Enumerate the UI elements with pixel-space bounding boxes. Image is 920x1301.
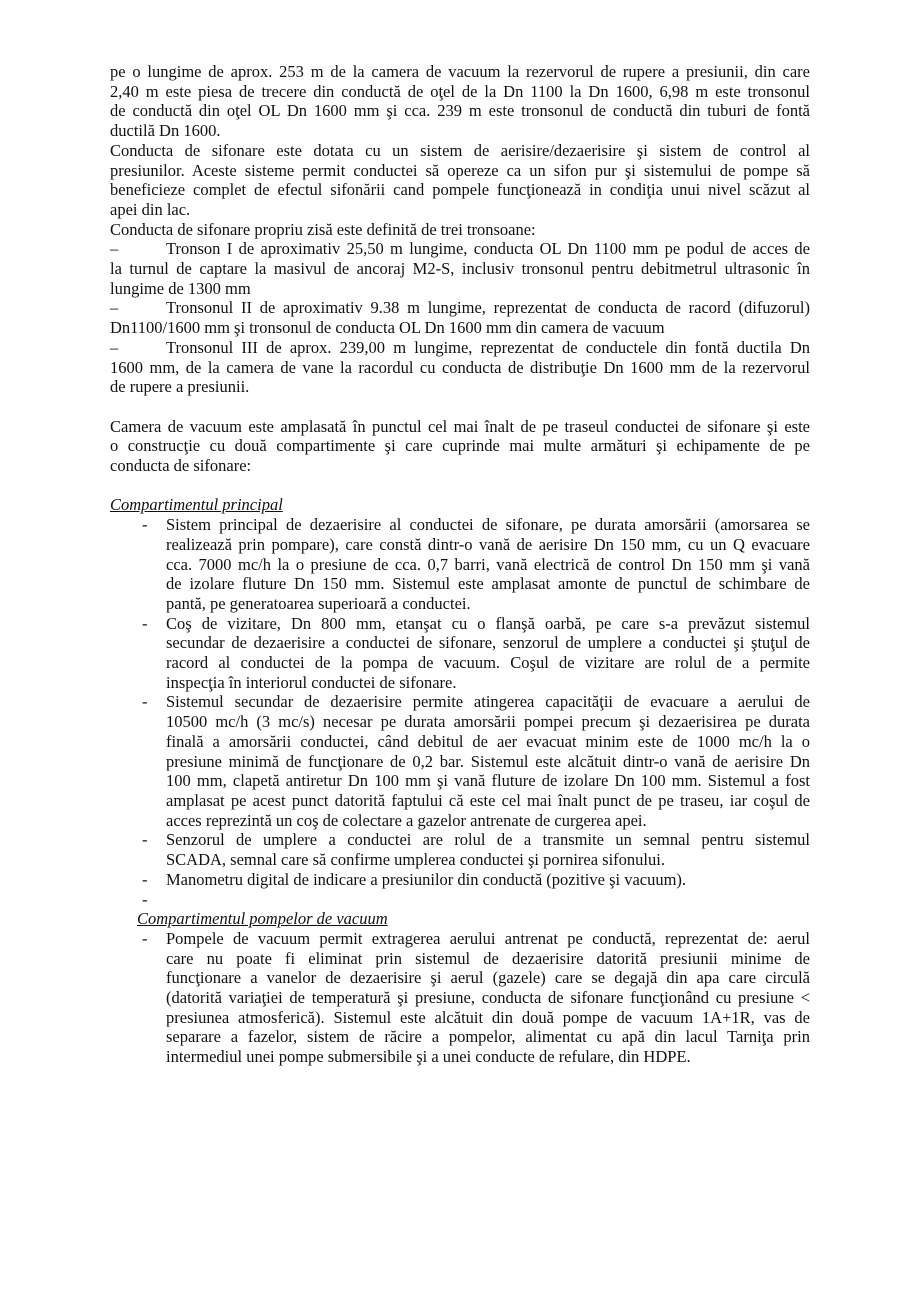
paragraph	[110, 417, 810, 476]
paragraph	[110, 62, 810, 141]
text-line: conducta de sifonare:	[110, 456, 252, 476]
text-line: Tronsonul II de aproximativ 9.38 m lungime, reprezentat de conducta de racord (difuzorul)	[166, 298, 810, 318]
dash-list-item	[110, 338, 810, 397]
list-marker: -	[142, 889, 148, 909]
text-line: realizează prin pompare), care constă dintr-o vană de aerisire Dn 150 mm, cu un Q evacuare	[166, 534, 810, 554]
text-line: Camera de vacuum este amplasată în punctul cel mai înalt de pe traseul conductei de sifonare şi este	[110, 416, 810, 436]
text-line: Manometru digital de indicare a presiunilor din conductă (pozitive şi vacuum).	[166, 869, 687, 889]
text-line: racord al conductei de la pompa de vacuum. Coşul de vizitare are rolul de a permite	[166, 653, 810, 673]
text-line: apei din lac.	[110, 199, 191, 219]
text-line: 100 mm, clapetă antiretur Dn 100 mm şi vană fluture de izolare Dn 100 mm. Sistemul a fost	[166, 771, 810, 791]
text-line: amplasat pe acest punct datorită faptului că este cel mai înalt punct de pe traseu, iar coşul de	[166, 790, 810, 810]
text-line: Conducta de sifonare propriu zisă este definită de trei tronsoane:	[110, 219, 536, 239]
text-line: pantă, pe generatoarea superioară a conductei.	[166, 593, 471, 613]
text-line: acces reprezintă un coş de colectare a gazelor antrenate de curgerea apei.	[166, 810, 647, 830]
list-marker: -	[142, 613, 148, 633]
paragraph	[110, 220, 810, 240]
text-line: separare a fazelor, sistem de răcire a pompelor, alimentat cu apă din lacul Tarniţa prin	[166, 1027, 810, 1047]
list-marker: -	[142, 515, 148, 535]
text-line: Coş de vizitare, Dn 800 mm, etanşat cu o flanşă oarbă, pe care s-a prevăzut sistemul	[166, 613, 810, 633]
text-line: o construcţie cu două compartimente şi care cuprinde mai multe armături şi echipamente de pe	[110, 436, 810, 456]
text-line: de rupere a presiunii.	[110, 377, 250, 397]
text-line: SCADA, semnal care să confirme umplerea conductei şi pornirea sifonului.	[166, 850, 665, 870]
list-marker: -	[142, 928, 148, 948]
text-line: inspecţia în interiorul conductei de sifonare.	[166, 672, 457, 692]
dash-list-item	[110, 239, 810, 298]
list-marker: –	[110, 337, 119, 357]
list-marker: –	[110, 239, 119, 259]
list-marker: -	[142, 830, 148, 850]
bullet-list-item	[110, 870, 810, 890]
text-line: cca. 7000 mc/h la o presiune de cca. 0,7 barri, vană electrică de control Dn 150 mm şi vană	[166, 554, 810, 574]
text-line: Sistem principal de dezaerisire al conductei de sifonare, pe durata amorsării (amorsarea se	[166, 515, 810, 535]
text-line: presiunea atmosferică). Sistemul este alcătuit din două pompe de vacuum 1A+1R, vas de	[166, 1007, 810, 1027]
blank-line	[110, 476, 810, 496]
text-line: Tronson I de aproximativ 25,50 m lungime, conducta OL Dn 1100 mm pe podul de acces de	[166, 239, 810, 259]
text-line: secundar de dezaerisire a conductei de sifonare, senzorul de umplere a conductei şi ştuţul de	[166, 633, 810, 653]
bullet-list-item	[110, 515, 810, 614]
bullet-list-item	[110, 890, 810, 910]
text-line: Pompele de vacuum permit extragerea aerului antrenat pe conductă, reprezentat de: aerul	[166, 928, 810, 948]
section-heading: Compartimentul pompelor de vacuum	[137, 909, 388, 929]
text-line: 1600 mm, de la camera de vane la racordul cu conducta de distribuţie Dn 1600 mm de la rezervorul	[110, 357, 810, 377]
text-line: presiune minimă de funcţionare de 0,2 bar. Sistemul este alcătuit dintr-o vană de aerisire Dn	[166, 751, 810, 771]
text-line: ductilă Dn 1600.	[110, 121, 221, 141]
text-line: 10500 mc/h (3 mc/s) necesar pe durata amorsării pompei precum şi dezaerisirea pe durata	[166, 712, 810, 732]
text-line	[166, 890, 810, 910]
text-line: de izolare fluture Dn 150 mm. Sistemul este amplasat amonte de punctul de schimbare de	[166, 574, 810, 594]
text-line: Senzorul de umplere a conductei are rolul de a transmite un semnal pentru sistemul	[166, 830, 810, 850]
text-line: Dn1100/1600 mm şi tronsonul de conducta OL Dn 1600 mm din camera de vacuum	[110, 318, 665, 338]
text-line: lungime de 1300 mm	[110, 278, 251, 298]
document-body	[110, 62, 810, 1067]
text-line: (datorită variaţiei de temperatură şi presiune, conducta de sifonare funcţionând cu presiune <	[166, 988, 810, 1008]
bullet-list-item	[110, 830, 810, 869]
text-line: la turnul de captare la masivul de ancoraj M2-S, inclusiv tronsonul pentru debitmetrul ultrasonic în	[110, 259, 810, 279]
text-line: Tronsonul III de aprox. 239,00 m lungime, reprezentat de conductele din fontă ductila Dn	[166, 337, 810, 357]
paragraph	[110, 141, 810, 220]
list-marker: -	[142, 869, 148, 889]
text-line: 2,40 m este piesa de trecere din conductă de oţel de la Dn 1100 la Dn 1600, 6,98 m este tronsonul	[110, 81, 810, 101]
list-marker: –	[110, 298, 119, 318]
text-line: pe o lungime de aprox. 253 m de la camera de vacuum la rezervorul de rupere a presiunii, din care	[110, 62, 810, 81]
text-line: finală a amorsării conductei, când debitul de aer evacuat minim este de 1000 mc/h la o	[166, 731, 810, 751]
bullet-list-item	[110, 929, 810, 1067]
bullet-list-item	[110, 614, 810, 693]
blank-line	[110, 397, 810, 417]
text-line: presiunilor. Aceste sisteme permit conductei să opereze ca un sifon pur şi sistemului de pompe să	[110, 160, 810, 180]
text-line: Sistemul secundar de dezaerisire permite atingerea capacităţii de evacuare a aerului de	[166, 692, 810, 712]
text-line: beneficieze complet de efectul sifonării cand pompele funcţionează in condiţia unui nivel scăzut al	[110, 180, 810, 200]
bullet-list-item	[110, 692, 810, 830]
text-line: funcţionare a vanelor de dezaerisire şi aerul (gazele) care se degajă din apa care circulă	[166, 968, 810, 988]
text-line: de conductă din oţel OL Dn 1600 mm şi cca. 239 m este tronsonul de conductă din tuburi de fontă	[110, 101, 810, 121]
section-heading: Compartimentul principal	[110, 495, 283, 515]
list-marker: -	[142, 692, 148, 712]
dash-list-item	[110, 298, 810, 337]
text-line: intermediul unei pompe submersibile şi a unei conducte de refulare, din HDPE.	[166, 1047, 691, 1067]
text-line: care nu poate fi eliminat prin sistemul de dezaerisire datorită presiunii minime de	[166, 948, 810, 968]
text-line: Conducta de sifonare este dotata cu un sistem de aerisire/dezaerisire şi sistem de control al	[110, 140, 810, 160]
